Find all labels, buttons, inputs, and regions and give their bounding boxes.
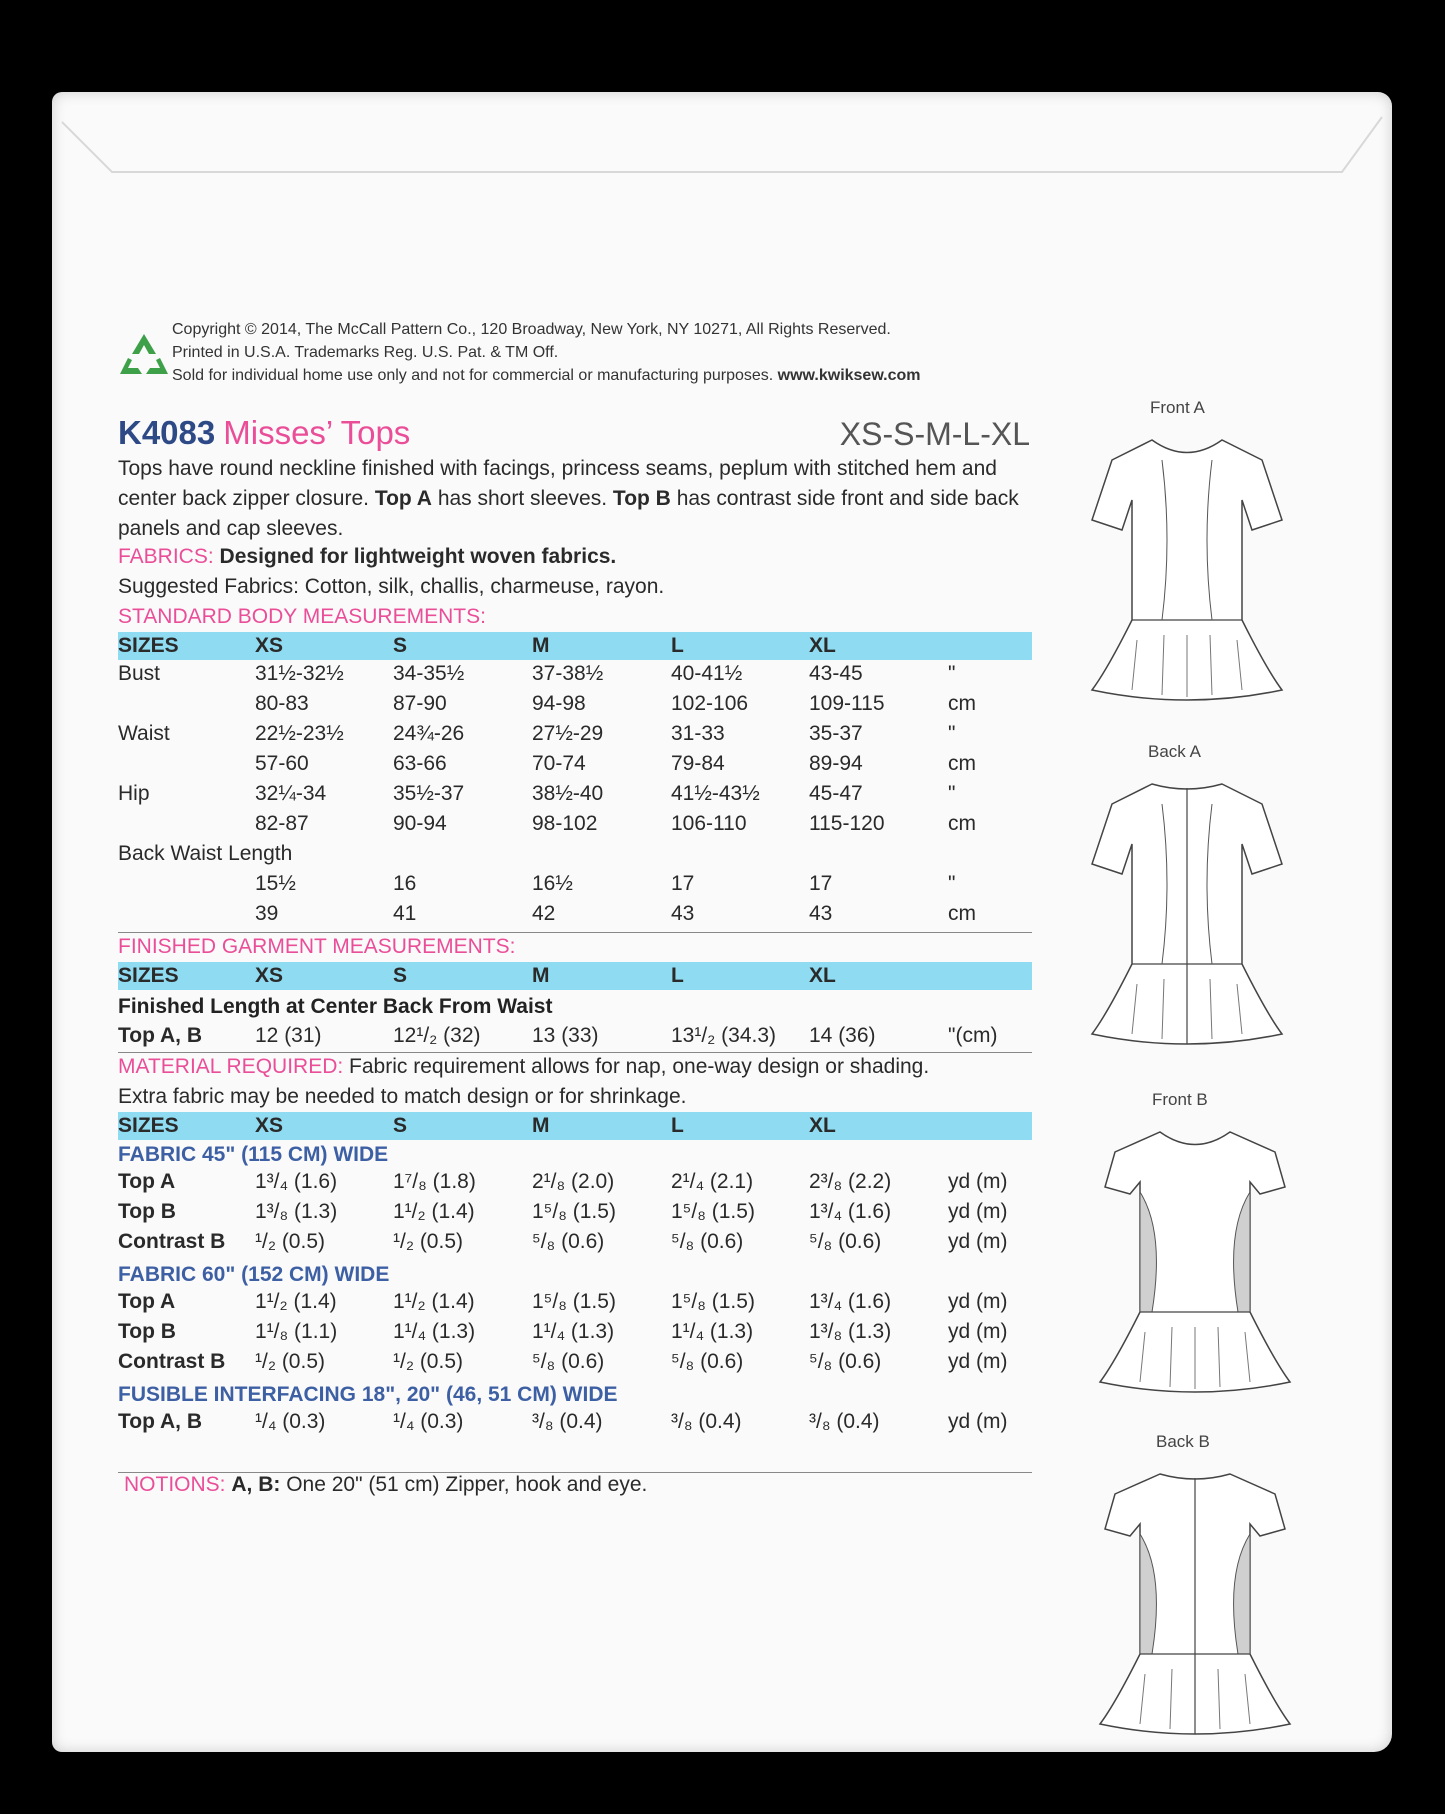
table-row xyxy=(118,1230,1032,1260)
copyright-line-1: Copyright © 2014, The McCall Pattern Co., 120 Broadway, New York, NY 10271, All Rights Reserved. xyxy=(172,321,891,338)
row-label: Back Waist Length xyxy=(118,842,293,865)
cell-value: 1¹/₂ (1.4) xyxy=(255,1290,337,1313)
cell-value: 43 xyxy=(809,902,833,925)
table-row xyxy=(118,722,1032,752)
cell-value: 1¹/₄ (1.3) xyxy=(532,1320,615,1343)
cell-value: 1³/₄ (1.6) xyxy=(809,1290,892,1313)
unit-label: yd (m) xyxy=(948,1290,1008,1313)
cell-value: 16 xyxy=(393,872,417,895)
cell-value: 1¹/₂ (1.4) xyxy=(393,1290,475,1313)
description: Tops have round neckline finished with facings, princess seams, peplum with stitched hem and center back zipper closure. Top A has short sleeves. Top B has contrast side front and side back panels and cap sleeves. xyxy=(118,457,1019,540)
cell-value: 34-35½ xyxy=(393,662,465,685)
cell-value: 80-83 xyxy=(255,692,309,715)
cell-value: 1³/₄ (1.6) xyxy=(255,1170,338,1193)
table-row xyxy=(118,752,1032,782)
cell-value: 82-87 xyxy=(255,812,309,835)
cell-value: 39 xyxy=(255,902,279,925)
cell-value: 17 xyxy=(671,872,695,895)
cell-value: 1¹/₄ (1.3) xyxy=(671,1320,754,1343)
suggested-fabrics: Suggested Fabrics: Cotton, silk, challis, charmeuse, rayon. xyxy=(118,575,665,598)
table-row xyxy=(118,1290,1032,1320)
cell-value: 1⁵/₈ (1.5) xyxy=(532,1200,616,1223)
unit-label: yd (m) xyxy=(948,1320,1008,1343)
cell-value: 35-37 xyxy=(809,722,863,745)
cell-value: 1³/₈ (1.3) xyxy=(809,1320,892,1343)
row-label: Top B xyxy=(118,1320,176,1343)
table-row xyxy=(118,1320,1032,1350)
cell-value: 1⁵/₈ (1.5) xyxy=(671,1200,755,1223)
cell-value: 1¹/₄ (1.3) xyxy=(393,1320,476,1343)
table-row xyxy=(118,812,1032,842)
website-url[interactable]: www.kwiksew.com xyxy=(777,367,921,384)
cell-value: 40-41½ xyxy=(671,662,743,685)
cell-value: 2¹/₄ (2.1) xyxy=(671,1170,754,1193)
cell-value: 41 xyxy=(393,902,417,925)
row-label: Bust xyxy=(118,662,161,685)
unit-label: cm xyxy=(948,692,976,715)
cell-value: 16½ xyxy=(532,872,573,895)
cell-value: 1¹/₈ (1.1) xyxy=(255,1320,338,1343)
front-b-illustration xyxy=(1080,1112,1310,1402)
cell-value: 27½-29 xyxy=(532,722,604,745)
table-row xyxy=(118,1170,1032,1200)
cell-value: 37-38½ xyxy=(532,662,604,685)
cell-value: 98-102 xyxy=(532,812,598,835)
row-label: Top A xyxy=(118,1290,176,1313)
finished-row: Top A, B 12 (31) 12¹/₂ (32) 13 (33) 13¹/₂ (34.3) 14 (36) "(cm) xyxy=(118,1024,998,1047)
table-row xyxy=(118,1410,1032,1440)
cell-value: 45-47 xyxy=(809,782,863,805)
table-row xyxy=(118,662,1032,692)
cell-value: ⁵/₈ (0.6) xyxy=(671,1350,744,1373)
table-row xyxy=(118,692,1032,722)
envelope-fold-lines xyxy=(52,92,1392,192)
cell-value: ¹/₄ (0.3) xyxy=(393,1410,464,1433)
unit-label: " xyxy=(948,872,956,895)
row-label: Waist xyxy=(118,722,170,745)
cell-value: 1³/₈ (1.3) xyxy=(255,1200,338,1223)
cell-value: 17 xyxy=(809,872,833,895)
unit-label: cm xyxy=(948,812,976,835)
table-row xyxy=(118,782,1032,812)
cell-value: 32¼-34 xyxy=(255,782,327,805)
sizes-header-material: SIZES XS S M L XL xyxy=(118,1112,1032,1140)
cell-value: 1⁵/₈ (1.5) xyxy=(532,1290,616,1313)
cell-value: 24¾-26 xyxy=(393,722,465,745)
cell-value: ⁵/₈ (0.6) xyxy=(532,1350,605,1373)
copyright-block xyxy=(172,318,921,387)
cell-value: 109-115 xyxy=(809,692,885,715)
unit-label: yd (m) xyxy=(948,1350,1008,1373)
cell-value: 35½-37 xyxy=(393,782,465,805)
standard-measurements-heading: STANDARD BODY MEASUREMENTS: xyxy=(118,605,486,628)
fabrics-line: FABRICS: Designed for lightweight woven fabrics. xyxy=(118,545,617,568)
size-range: XS-S-M-L-XL xyxy=(839,416,1030,452)
illustration-label: Front A xyxy=(1150,398,1205,417)
row-label: Top B xyxy=(118,1200,176,1223)
cell-value: 106-110 xyxy=(671,812,747,835)
cell-value: 94-98 xyxy=(532,692,586,715)
cell-value: 22½-23½ xyxy=(255,722,344,745)
unit-label: yd (m) xyxy=(948,1410,1008,1433)
cell-value: ¹/₄ (0.3) xyxy=(255,1410,326,1433)
row-label: Hip xyxy=(118,782,150,805)
cell-value: 1⁵/₈ (1.5) xyxy=(671,1290,755,1313)
fabric-width-heading: FABRIC 60" (152 CM) WIDE xyxy=(118,1263,390,1286)
cell-value: ³/₈ (0.4) xyxy=(532,1410,603,1433)
cell-value: ⁵/₈ (0.6) xyxy=(532,1230,605,1253)
cell-value: 87-90 xyxy=(393,692,447,715)
cell-value: 1⁷/₈ (1.8) xyxy=(393,1170,476,1193)
row-label: Top A xyxy=(118,1170,176,1193)
illustration-label: Back A xyxy=(1148,742,1201,761)
title-row xyxy=(118,414,1030,454)
front-a-illustration xyxy=(1072,420,1302,710)
unit-label: yd (m) xyxy=(948,1200,1008,1223)
cell-value: 31½-32½ xyxy=(255,662,344,685)
style-number: K4083 xyxy=(118,414,216,451)
cell-value: 2³/₈ (2.2) xyxy=(809,1170,892,1193)
table-row xyxy=(118,1350,1032,1380)
cell-value: 102-106 xyxy=(671,692,749,715)
cell-value: ⁵/₈ (0.6) xyxy=(809,1350,882,1373)
cell-value: 41½-43½ xyxy=(671,782,760,805)
cell-value: 63-66 xyxy=(393,752,447,775)
cell-value: ⁵/₈ (0.6) xyxy=(809,1230,882,1253)
cell-value: ⁵/₈ (0.6) xyxy=(671,1230,744,1253)
cell-value: 70-74 xyxy=(532,752,586,775)
back-b-illustration xyxy=(1080,1454,1310,1744)
row-label: Top A, B xyxy=(118,1410,202,1433)
cell-value: ³/₈ (0.4) xyxy=(809,1410,880,1433)
cell-value: 57-60 xyxy=(255,752,309,775)
fabric-width-heading: FUSIBLE INTERFACING 18", 20" (46, 51 CM) WIDE xyxy=(118,1383,618,1406)
row-label: Contrast B xyxy=(118,1230,226,1253)
table-row xyxy=(118,872,1032,902)
unit-label: " xyxy=(948,662,956,685)
finished-subhead: Finished Length at Center Back From Waist xyxy=(118,995,553,1018)
cell-value: 89-94 xyxy=(809,752,863,775)
cell-value: ³/₈ (0.4) xyxy=(671,1410,742,1433)
unit-label: cm xyxy=(948,752,976,775)
recycle-icon xyxy=(116,330,172,380)
table-row xyxy=(118,902,1032,932)
illustration-label: Front B xyxy=(1152,1090,1208,1109)
table-row xyxy=(118,842,1032,872)
unit-label: " xyxy=(948,782,956,805)
cell-value: 42 xyxy=(532,902,556,925)
cell-value: 43 xyxy=(671,902,695,925)
cell-value: 43-45 xyxy=(809,662,863,685)
cell-value: 31-33 xyxy=(671,722,725,745)
unit-label: yd (m) xyxy=(948,1170,1008,1193)
cell-value: 79-84 xyxy=(671,752,725,775)
cell-value: 15½ xyxy=(255,872,296,895)
cell-value: ¹/₂ (0.5) xyxy=(393,1350,463,1373)
finished-measurements-heading: FINISHED GARMENT MEASUREMENTS: xyxy=(118,935,516,958)
unit-label: " xyxy=(948,722,956,745)
copyright-line-2: Printed in U.S.A. Trademarks Reg. U.S. Pat. & TM Off. xyxy=(172,344,559,361)
cell-value: ¹/₂ (0.5) xyxy=(255,1350,325,1373)
cell-value: 115-120 xyxy=(809,812,885,835)
material-required-line: MATERIAL REQUIRED: Fabric requirement allows for nap, one-way design or shading. xyxy=(118,1055,930,1078)
cell-value: 2¹/₈ (2.0) xyxy=(532,1170,615,1193)
back-a-illustration xyxy=(1072,764,1302,1054)
cell-value: 1³/₄ (1.6) xyxy=(809,1200,892,1223)
sizes-header-finished: SIZES XS S M L XL xyxy=(118,962,1032,990)
illustration-label: Back B xyxy=(1156,1432,1210,1451)
material-required-line-2: Extra fabric may be needed to match design or for shrinkage. xyxy=(118,1085,687,1108)
cell-value: ¹/₂ (0.5) xyxy=(393,1230,463,1253)
copyright-line-3: Sold for individual home use only and not for commercial or manufacturing purposes. www.kwiksew.com xyxy=(172,367,921,384)
cell-value: ¹/₂ (0.5) xyxy=(255,1230,325,1253)
style-name: Misses’ Tops xyxy=(223,414,411,451)
cell-value: 38½-40 xyxy=(532,782,604,805)
fabric-width-heading: FABRIC 45" (115 CM) WIDE xyxy=(118,1143,389,1166)
row-label: Contrast B xyxy=(118,1350,226,1373)
table-row xyxy=(118,1200,1032,1230)
notions-line: NOTIONS: A, B: One 20" (51 cm) Zipper, hook and eye. xyxy=(124,1473,648,1496)
unit-label: yd (m) xyxy=(948,1230,1008,1253)
cell-value: 90-94 xyxy=(393,812,447,835)
cell-value: 1¹/₂ (1.4) xyxy=(393,1200,475,1223)
sizes-header-standard: SIZES XS S M L XL xyxy=(118,632,1032,660)
unit-label: cm xyxy=(948,902,976,925)
